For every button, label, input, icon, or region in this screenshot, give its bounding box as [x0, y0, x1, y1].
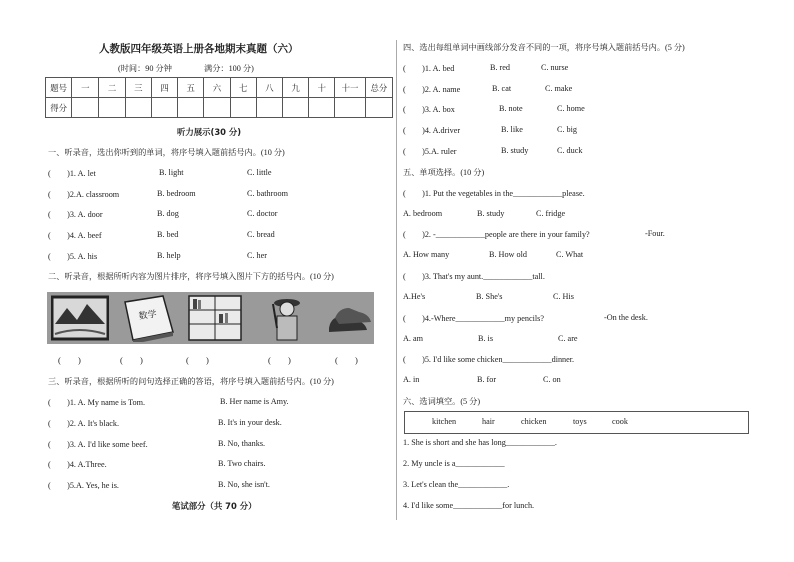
header-cell: 七	[230, 78, 256, 98]
s3-q5-a: ( )5.A. Yes, he is.	[48, 481, 119, 490]
s3-q2-b: B. It's in your desk.	[218, 418, 282, 427]
s1-q4-b: B. bed	[157, 230, 179, 239]
score-cell[interactable]	[335, 98, 365, 118]
s5-q3-b: B. She's	[476, 292, 503, 301]
header-cell: 三	[125, 78, 151, 98]
s5-q3-c: C. His	[553, 292, 574, 301]
header-cell: 题号	[46, 78, 72, 98]
s4-q1-a: ( )1. A. bed	[403, 64, 455, 73]
book-cover-text: 数学	[138, 309, 158, 323]
header-cell: 四	[151, 78, 177, 98]
s1-q3-b: B. dog	[157, 209, 179, 218]
s1-q5-b: B. help	[157, 251, 181, 260]
s4-q2-a: ( )2. A. name	[403, 85, 461, 94]
s3-q2-a: ( )2. A. It's black.	[48, 419, 120, 428]
listening-section-title: 听力展示(30 分)	[177, 127, 242, 137]
s1-q2-c: C. bathroom	[247, 189, 288, 198]
s5-q2: ( )2. -____________people are there in your family?	[403, 230, 590, 239]
section-5-heading: 五、单项选择。(10 分)	[403, 168, 485, 177]
s3-q1-b: B. Her name is Amy.	[220, 397, 289, 406]
s5-q2-c: C. What	[556, 250, 584, 259]
s4-q3-b: B. note	[499, 104, 523, 113]
section-1-heading: 一、听录音，选出你听到的单词，将序号填入题前括号内。(10 分)	[48, 148, 285, 157]
s5-q1-a: A. bedroom	[403, 209, 443, 218]
column-divider	[396, 40, 397, 520]
s1-q5-a: ( )5. A. his	[48, 252, 98, 261]
score-cell[interactable]	[204, 98, 230, 118]
score-cell[interactable]	[230, 98, 256, 118]
s4-q1-b: B. red	[490, 63, 511, 72]
s6-sentence-3: 3. Let's clean the____________.	[403, 480, 510, 489]
header-cell: 十	[309, 78, 335, 98]
score-cell[interactable]	[125, 98, 151, 118]
score-cell[interactable]	[282, 98, 308, 118]
s6-sentence-4: 4. I'd like some____________for lunch.	[403, 501, 535, 510]
word-bank-item: toys	[573, 417, 587, 426]
header-cell: 五	[178, 78, 204, 98]
picture-strip	[47, 292, 374, 344]
header-cell: 八	[256, 78, 282, 98]
exam-full-score: 满分：100 分)	[204, 64, 254, 73]
s1-q5-c: C. her	[247, 251, 268, 260]
s6-sentence-1: 1. She is short and she has long____________.	[403, 438, 557, 447]
s5-q2-b: B. How old	[489, 250, 527, 259]
header-cell: 一	[72, 78, 99, 98]
row-label: 得分	[46, 98, 72, 118]
picture-5-answer-bracket[interactable]: ( )	[335, 355, 358, 365]
s1-q3-a: ( )3. A. door	[48, 210, 103, 219]
score-cell[interactable]	[256, 98, 282, 118]
man-picture	[259, 294, 311, 342]
s5-q5-c: C. on	[543, 375, 561, 384]
s4-q5-c: C. duck	[557, 146, 583, 155]
page-title: 人教版四年级英语上册各地期末真题（六）	[99, 43, 299, 55]
score-cell[interactable]	[99, 98, 125, 118]
s4-q3-a: ( )3. A. box	[403, 105, 455, 114]
s5-q2-a: A. How many	[403, 250, 450, 259]
s5-q4-b: B. is	[478, 334, 494, 343]
score-cell[interactable]	[309, 98, 335, 118]
s4-q2-c: C. make	[545, 84, 573, 93]
s1-q2-b: B. bedroom	[157, 189, 196, 198]
exam-time: (时间：90 分钟	[118, 64, 172, 73]
score-cell[interactable]	[72, 98, 99, 118]
s1-q3-c: C. doctor	[247, 209, 278, 218]
s5-q5: ( )5. I'd like some chicken____________dinner.	[403, 355, 575, 364]
header-cell: 二	[99, 78, 125, 98]
s5-q5-a: A. in	[403, 375, 420, 384]
header-cell: 十一	[335, 78, 365, 98]
word-bank-item: chicken	[521, 417, 547, 426]
shoes-picture	[325, 294, 373, 342]
s5-q4-c: C. are	[558, 334, 578, 343]
picture-3-answer-bracket[interactable]: ( )	[186, 355, 209, 365]
picture-1-answer-bracket[interactable]: ( )	[58, 355, 81, 365]
s1-q2-a: ( )2.A. classroom	[48, 190, 120, 199]
bookshelf-picture	[185, 294, 245, 342]
s5-q1: ( )1. Put the vegetables in the____________please.	[403, 189, 585, 198]
word-bank	[404, 411, 749, 434]
s5-q2-reply: -Four.	[645, 229, 665, 238]
picture-2-answer-bracket[interactable]: ( )	[120, 355, 143, 365]
written-section-title: 笔试部分（共 70 分）	[172, 501, 257, 511]
s3-q3-b: B. No, thanks.	[218, 439, 266, 448]
score-table	[45, 77, 393, 118]
s3-q1-a: ( )1. A. My name is Tom.	[48, 398, 146, 407]
score-cell[interactable]	[151, 98, 177, 118]
word-bank-item: kitchen	[432, 417, 457, 426]
section-3-heading: 三、听录音，根据所听的问句选择正确的答语，将序号填入题前括号内。(10 分)	[48, 377, 334, 386]
section-6-heading: 六、选词填空。(5 分)	[403, 397, 481, 406]
s3-q3-a: ( )3. A. I'd like some beef.	[48, 440, 148, 449]
header-cell: 六	[204, 78, 230, 98]
s1-q1-a: ( )1. A. let	[48, 169, 96, 178]
s1-q1-c: C. little	[247, 168, 272, 177]
score-table-score-row	[46, 98, 393, 118]
s5-q3-a: A.He's	[403, 292, 426, 301]
s4-q5-b: B. study	[501, 146, 529, 155]
s4-q2-b: B. cat	[492, 84, 512, 93]
s5-q4-reply: -On the desk.	[604, 313, 648, 322]
painting-picture	[51, 294, 109, 342]
s3-q4-b: B. Two chairs.	[218, 459, 266, 468]
word-bank-item: hair	[482, 417, 495, 426]
section-2-heading: 二、听录音，根据所听内容为图片排序，将序号填入图片下方的括号内。(10 分)	[48, 272, 334, 281]
s4-q3-c: C. home	[557, 104, 585, 113]
s3-q5-b: B. No, she isn't.	[218, 480, 270, 489]
s1-q4-c: C. bread	[247, 230, 275, 239]
s5-q4: ( )4.-Where____________my pencils?	[403, 314, 544, 323]
s4-q4-c: C. big	[557, 125, 578, 134]
score-table-header-row	[46, 78, 393, 98]
s6-sentence-2: 2. My uncle is a____________	[403, 459, 505, 468]
score-cell[interactable]	[178, 98, 204, 118]
picture-4-answer-bracket[interactable]: ( )	[268, 355, 291, 365]
header-cell: 九	[282, 78, 308, 98]
score-cell[interactable]	[365, 98, 392, 118]
s5-q3: ( )3. That's my aunt.____________tall.	[403, 272, 545, 281]
s5-q1-c: C. fridge	[536, 209, 566, 218]
math-book-picture	[119, 294, 175, 342]
header-cell: 总分	[365, 78, 392, 98]
s5-q4-a: A. am	[403, 334, 424, 343]
s1-q1-b: B. light	[159, 168, 184, 177]
s3-q4-a: ( )4. A.Three.	[48, 460, 107, 469]
section-4-heading: 四、选出每组单词中画线部分发音不同的一项，将序号填入题前括号内。(5 分)	[403, 43, 685, 52]
s4-q4-b: B. like	[501, 125, 523, 134]
s4-q5-a: ( )5.A. ruler	[403, 147, 457, 156]
s4-q1-c: C. nurse	[541, 63, 569, 72]
word-bank-item: cook	[612, 417, 628, 426]
s5-q5-b: B. for	[477, 375, 497, 384]
s4-q4-a: ( )4. A.driver	[403, 126, 461, 135]
s5-q1-b: B. study	[477, 209, 505, 218]
s1-q4-a: ( )4. A. beef	[48, 231, 102, 240]
